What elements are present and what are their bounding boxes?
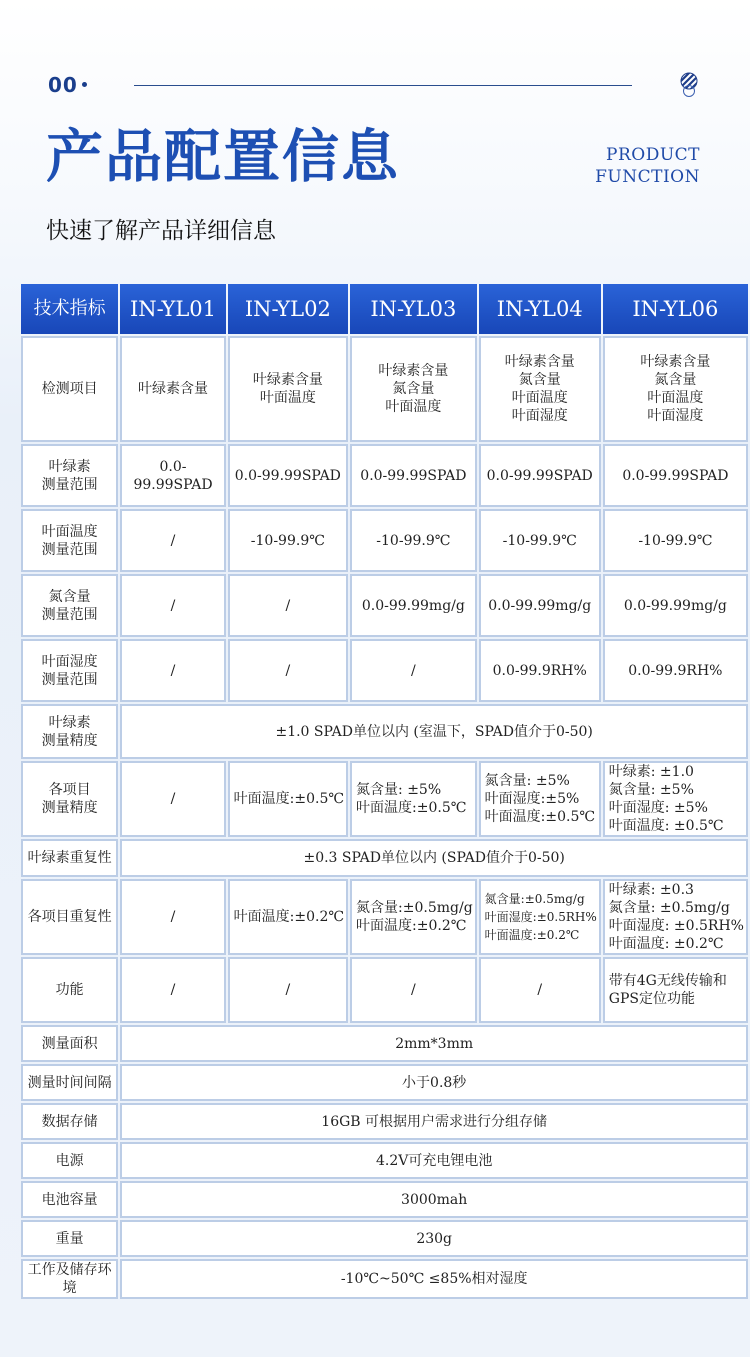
table-row	[21, 509, 748, 572]
table-cell: 氮含量: ±5% 叶面温度:±0.5℃	[350, 761, 477, 837]
table-cell: 带有4G无线传输和 GPS定位功能	[603, 957, 748, 1023]
table-cell: 0.0-99.99SPAD	[350, 444, 477, 507]
table-cell: 0.0-99.99SPAD	[120, 444, 225, 507]
table-cell: 0.0-99.99SPAD	[479, 444, 601, 507]
table-row	[21, 639, 748, 702]
dot-decoration	[82, 82, 87, 87]
table-cell: -10-99.9℃	[479, 509, 601, 572]
table-row	[21, 761, 748, 837]
section-number: 00	[48, 73, 78, 97]
table-row	[21, 1103, 748, 1140]
row-label: 测量时间间隔	[21, 1064, 118, 1101]
table-cell: /	[120, 761, 225, 837]
table-row	[21, 1220, 748, 1257]
table-cell: 0.0-99.99mg/g	[479, 574, 601, 637]
row-label: 工作及储存环境	[21, 1259, 118, 1299]
table-cell: /	[228, 574, 348, 637]
table-cell: 0.0-99.99SPAD	[603, 444, 748, 507]
table-cell: /	[120, 574, 225, 637]
table-cell: 叶面温度:±0.5℃	[228, 761, 348, 837]
table-row	[21, 574, 748, 637]
table-cell: /	[120, 879, 225, 955]
table-cell: /	[120, 957, 225, 1023]
table-cell: /	[350, 957, 477, 1023]
table-cell: /	[120, 509, 225, 572]
merged-cell: 3000mah	[120, 1181, 748, 1218]
table-cell: -10-99.9℃	[228, 509, 348, 572]
striped-circle-icon	[680, 72, 698, 98]
table-cell: 叶绿素含量 氮含量 叶面温度	[350, 336, 477, 442]
table-cell: /	[120, 639, 225, 702]
english-title: PRODUCT FUNCTION	[595, 145, 700, 187]
page-subtitle: 快速了解产品详细信息	[46, 218, 276, 244]
table-row	[21, 1181, 748, 1218]
row-label: 电源	[21, 1142, 118, 1179]
table-cell: 0.0-99.9RH%	[479, 639, 601, 702]
table-row	[21, 336, 748, 442]
divider-line	[134, 85, 632, 86]
row-label: 电池容量	[21, 1181, 118, 1218]
header-cell: IN-YL04	[479, 284, 601, 334]
table-cell: 叶面温度:±0.2℃	[228, 879, 348, 955]
table-cell: 0.0-99.9RH%	[603, 639, 748, 702]
table-cell: /	[350, 639, 477, 702]
table-cell: 叶绿素: ±1.0 氮含量: ±5% 叶面湿度: ±5% 叶面温度: ±0.5℃	[603, 761, 748, 837]
table-row	[21, 704, 748, 759]
table-row	[21, 879, 748, 955]
table-cell: 氮含量:±0.5mg/g 叶面湿度:±0.5RH% 叶面温度:±0.2℃	[479, 879, 601, 955]
table-cell: 氮含量: ±5% 叶面湿度:±5% 叶面温度:±0.5℃	[479, 761, 601, 837]
merged-cell: 4.2V可充电锂电池	[120, 1142, 748, 1179]
page-title: 产品配置信息	[46, 123, 400, 190]
table-row	[21, 839, 748, 877]
row-label: 叶绿素 测量范围	[21, 444, 118, 507]
row-label: 测量面积	[21, 1025, 118, 1062]
row-label: 数据存储	[21, 1103, 118, 1140]
merged-cell: 小于0.8秒	[120, 1064, 748, 1101]
header-cell: IN-YL03	[350, 284, 477, 334]
row-label: 各项目重复性	[21, 879, 118, 955]
header-cell: IN-YL01	[120, 284, 225, 334]
table-cell: 叶绿素含量	[120, 336, 225, 442]
table-cell: 氮含量:±0.5mg/g 叶面温度:±0.2℃	[350, 879, 477, 955]
merged-cell: -10℃~50℃ ≤85%相对湿度	[120, 1259, 748, 1299]
table-row	[21, 1259, 748, 1299]
header-cell: 技术指标	[21, 284, 118, 334]
table-cell: -10-99.9℃	[350, 509, 477, 572]
table-cell: -10-99.9℃	[603, 509, 748, 572]
table-row	[21, 444, 748, 507]
row-label: 叶面温度 测量范围	[21, 509, 118, 572]
row-label: 叶面湿度 测量范围	[21, 639, 118, 702]
row-label: 重量	[21, 1220, 118, 1257]
row-label: 各项目 测量精度	[21, 761, 118, 837]
table-cell: 叶绿素含量 氮含量 叶面温度 叶面湿度	[479, 336, 601, 442]
table-cell: /	[479, 957, 601, 1023]
section-header-bar	[0, 60, 750, 110]
table-cell: 0.0-99.99mg/g	[350, 574, 477, 637]
merged-cell: ±0.3 SPAD单位以内 (SPAD值介于0-50)	[120, 839, 748, 877]
row-label: 氮含量 测量范围	[21, 574, 118, 637]
table-row	[21, 1025, 748, 1062]
table-cell: /	[228, 639, 348, 702]
merged-cell: 2mm*3mm	[120, 1025, 748, 1062]
table-cell: 叶绿素含量 氮含量 叶面温度 叶面湿度	[603, 336, 748, 442]
table-cell: /	[228, 957, 348, 1023]
row-label: 功能	[21, 957, 118, 1023]
merged-cell: 230g	[120, 1220, 748, 1257]
table-header-row	[21, 284, 748, 334]
table-cell: 0.0-99.99SPAD	[228, 444, 348, 507]
spec-table	[19, 282, 750, 1301]
row-label: 叶绿素重复性	[21, 839, 118, 877]
table-cell: 叶绿素含量 叶面温度	[228, 336, 348, 442]
merged-cell: 16GB 可根据用户需求进行分组存储	[120, 1103, 748, 1140]
header-cell: IN-YL02	[228, 284, 348, 334]
table-row	[21, 1142, 748, 1179]
table-row	[21, 1064, 748, 1101]
merged-cell: ±1.0 SPAD单位以内 (室温下，SPAD值介于0-50)	[120, 704, 748, 759]
table-cell: 叶绿素: ±0.3 氮含量: ±0.5mg/g 叶面湿度: ±0.5RH% 叶面温度: ±0.2℃	[603, 879, 748, 955]
row-label: 叶绿素 测量精度	[21, 704, 118, 759]
table-cell: 0.0-99.99mg/g	[603, 574, 748, 637]
row-label: 检测项目	[21, 336, 118, 442]
header-cell: IN-YL06	[603, 284, 748, 334]
table-row	[21, 957, 748, 1023]
